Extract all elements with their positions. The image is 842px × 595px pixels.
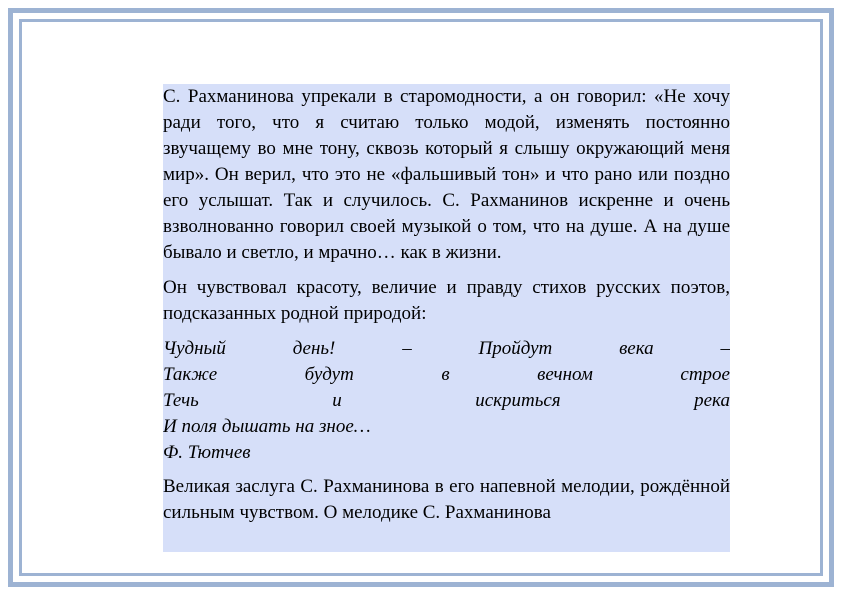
text-block [163, 84, 730, 552]
poem-line-1 [163, 336, 730, 362]
poem-word: Пройдут [478, 338, 553, 359]
poem-author: Ф. Тютчев [163, 442, 251, 463]
paragraph-melody: Великая заслуга С. Рахманинова в его напевной мелодии, рождённой сильным чувством. О мелодике С. Рахманинова [163, 476, 730, 523]
poem-line-3 [163, 388, 730, 414]
poem-word: Также [163, 364, 218, 385]
poem-line-2 [163, 362, 730, 388]
paragraph-russian-poets: Он чувствовал красоту, величие и правду стихов русских поэтов, подсказанных родной природой: [163, 277, 730, 324]
poem-word: – [402, 338, 412, 359]
paragraph-rachmaninov-intro: С. Рахманинова упрекали в старомодности, а он говорил: «Не хочу ради того, что я считаю только модой, изменять постоянно звучащему во мне тону, сквозь который я слышу окружающий меня мир». Он верил, что это не «фальшивый тон» и что рано или поздно его услышат. Так и случилось. С. Рахманинов искренне и очень взволнованно говорил своей музыкой о том, что на душе. А на душе бывало и светло, и мрачно… как в жизни. [163, 86, 730, 263]
poem-word: вечном [537, 364, 593, 385]
poem-word: Чудный [163, 338, 226, 359]
poem-word: и [332, 390, 342, 411]
poem-quote [163, 336, 730, 466]
poem-word: строе [680, 364, 730, 385]
poem-word: века [619, 338, 654, 359]
poem-word: день! [292, 338, 336, 359]
poem-word: в [441, 364, 450, 385]
poem-word: будут [304, 364, 354, 385]
poem-line-4: И поля дышать на зное… [163, 416, 371, 437]
poem-word: – [720, 338, 730, 359]
poem-word: река [694, 390, 730, 411]
poem-word: Течь [163, 390, 199, 411]
poem-word: искриться [475, 390, 561, 411]
